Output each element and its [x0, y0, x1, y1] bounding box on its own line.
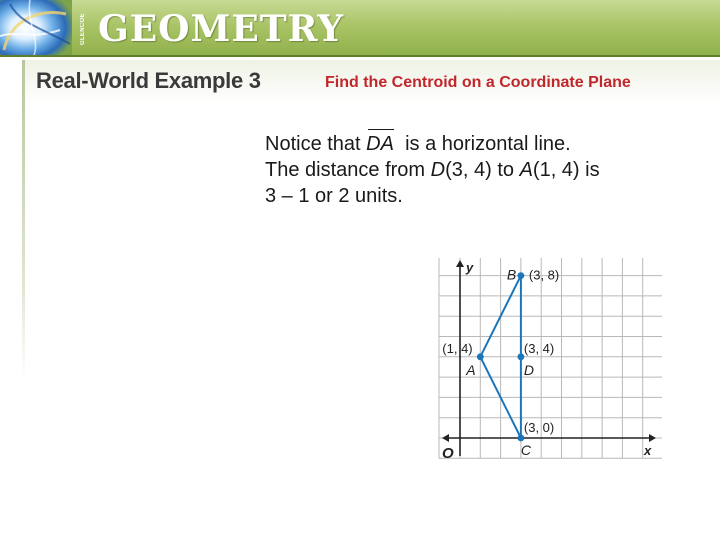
point-a-dot: [477, 353, 484, 360]
left-accent-bar: [22, 60, 25, 380]
point-b-dot: [518, 272, 525, 279]
point-d-coords: (3, 4): [445, 159, 492, 181]
distance-prefix: The distance from: [265, 159, 431, 181]
distance-to: to: [491, 159, 520, 181]
point-c-label: C: [520, 442, 532, 458]
point-d-coord: (3, 4): [523, 340, 555, 356]
app-header: [0, 0, 720, 57]
geometry-logo-icon: [0, 0, 72, 55]
point-a-coords: (1, 4): [532, 159, 580, 181]
notice-suffix: is a horizontal line.: [399, 133, 571, 155]
point-c-coord: (3, 0): [523, 420, 555, 435]
coordinate-graph: [438, 258, 662, 460]
publisher-label: GLENCOE: [80, 13, 86, 45]
text-line-3: 3 – 1 or 2 units.: [265, 185, 403, 207]
text-line-2: [265, 157, 705, 183]
point-a-coord: (1, 4): [442, 340, 473, 356]
segment-overline: [368, 129, 394, 130]
y-axis-label: y: [466, 260, 474, 275]
header-divider: [0, 55, 720, 57]
x-axis-left-arrow-icon: [442, 434, 449, 442]
origin-label: O: [442, 445, 454, 460]
point-c-dot: [518, 435, 525, 442]
x-axis-arrow-icon: [649, 434, 656, 442]
point-a-label: A: [466, 361, 476, 378]
app-title: GEOMETRY: [98, 8, 345, 50]
point-b-coord: (3, 8): [528, 267, 560, 283]
point-a-name: A: [519, 159, 533, 181]
text-line-1: [265, 131, 705, 157]
example-label: Real-World Example 3: [36, 68, 261, 93]
y-axis-arrow-icon: [456, 260, 464, 267]
distance-is: is: [579, 159, 600, 181]
notice-prefix: Notice that: [265, 133, 361, 155]
graph-svg: [438, 258, 662, 460]
segment-name: DA: [366, 133, 394, 155]
explanation-text: [265, 131, 705, 209]
point-d-name: D: [430, 159, 446, 181]
segment-da: [366, 131, 394, 157]
point-b-label: B: [506, 266, 517, 283]
example-subtitle: Find the Centroid on a Coordinate Plane: [325, 74, 631, 91]
x-axis-label: x: [644, 443, 652, 458]
point-d-label: D: [523, 361, 535, 378]
